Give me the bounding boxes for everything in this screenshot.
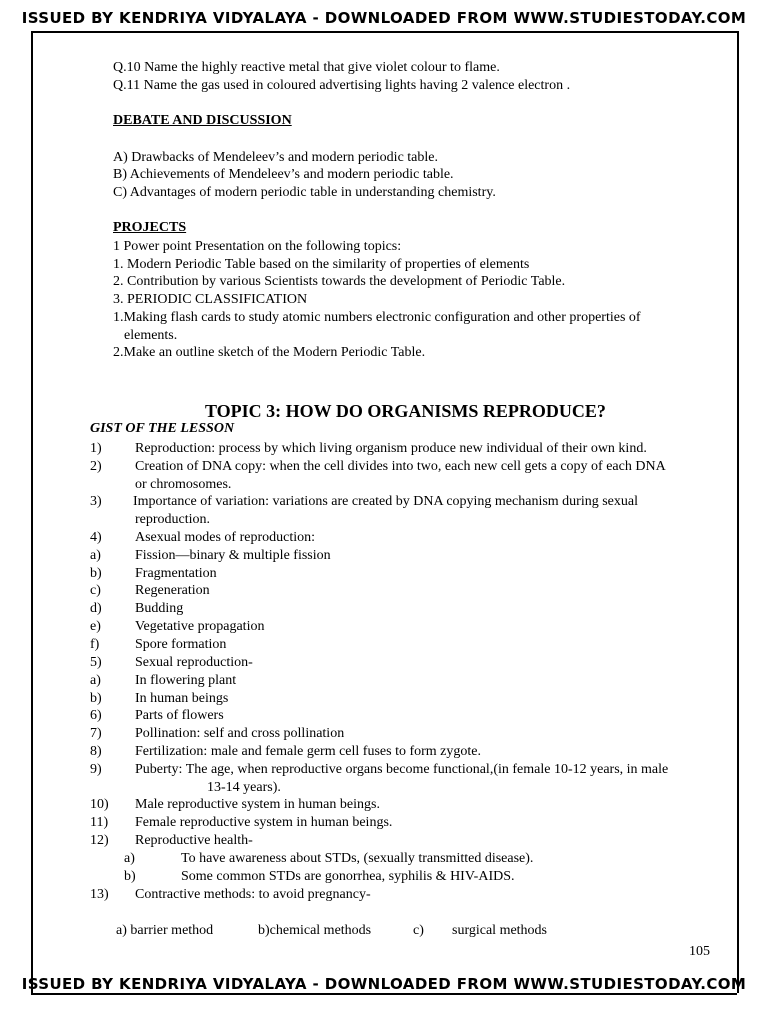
gist-text: Reproductive health- [135, 833, 253, 848]
gist-text: To have awareness about STDs, (sexually transmitted disease). [181, 851, 534, 866]
gist-number: b) [90, 566, 102, 581]
gist-text: Budding [135, 601, 184, 616]
question-10: Q.10 Name the highly reactive metal that give violet colour to flame. [113, 60, 500, 75]
gist-text: Parts of flowers [135, 708, 224, 723]
gist-text: Puberty: The age, when reproductive organs become functional,(in female 10-12 years, in male [135, 762, 669, 777]
method-surgical-label: c) [413, 923, 424, 938]
gist-number: 2) [90, 459, 102, 474]
gist-text: Pollination: self and cross pollination [135, 726, 345, 741]
topic-title: TOPIC 3: HOW DO ORGANISMS REPRODUCE? [205, 401, 606, 421]
gist-text: Spore formation [135, 637, 227, 652]
gist-text: Regeneration [135, 583, 210, 598]
gist-text: In flowering plant [135, 673, 237, 688]
debate-item-b: B) Achievements of Mendeleev’s and modern periodic table. [113, 167, 454, 182]
method-chemical: b)chemical methods [258, 923, 372, 938]
gist-text: Asexual modes of reproduction: [135, 530, 316, 545]
gist-text: Some common STDs are gonorrhea, syphilis & HIV-AIDS. [181, 869, 515, 884]
debate-heading: DEBATE AND DISCUSSION [113, 113, 292, 128]
bottom-banner: ISSUED BY KENDRIYA VIDYALAYA - DOWNLOADED FROM WWW.STUDIESTODAY.COM [21, 975, 747, 993]
gist-text: Vegetative propagation [135, 619, 265, 634]
gist-text: Male reproductive system in human beings. [135, 797, 380, 812]
question-11: Q.11 Name the gas used in coloured advertising lights having 2 valence electron . [113, 78, 571, 93]
gist-number: 12) [90, 833, 109, 848]
gist-text: Female reproductive system in human beings. [135, 815, 393, 830]
gist-text: Importance of variation: variations are created by DNA copying mechanism during sexual [133, 494, 638, 509]
gist-number: 7) [90, 726, 102, 741]
projects-line: 1 Power point Presentation on the following topics: [113, 239, 402, 254]
gist-text: Fragmentation [135, 566, 217, 581]
bottom-rule [31, 993, 737, 995]
gist-number: 9) [90, 762, 102, 777]
projects-line: elements. [124, 328, 178, 343]
projects-line: 1. Modern Periodic Table based on the similarity of properties of elements [113, 257, 530, 272]
debate-item-a: A) Drawbacks of Mendeleev’s and modern periodic table. [113, 150, 438, 165]
debate-item-c: C) Advantages of modern periodic table in understanding chemistry. [113, 185, 496, 200]
gist-text: Creation of DNA copy: when the cell divides into two, each new cell gets a copy of each DNA [135, 459, 666, 474]
gist-number: b) [90, 691, 102, 706]
gist-text: Fertilization: male and female germ cell fuses to form zygote. [135, 744, 481, 759]
projects-line: 2. Contribution by various Scientists towards the development of Periodic Table. [113, 274, 566, 289]
projects-line: 2.Make an outline sketch of the Modern Periodic Table. [113, 345, 426, 360]
gist-number: a) [90, 548, 101, 563]
gist-number: d) [90, 601, 102, 616]
projects-heading: PROJECTS [113, 220, 187, 235]
method-surgical: surgical methods [452, 923, 548, 938]
gist-text: reproduction. [135, 512, 211, 527]
gist-number: 13) [90, 887, 109, 902]
gist-number: c) [90, 583, 101, 598]
gist-number: a) [124, 851, 135, 866]
gist-text: Contractive methods: to avoid pregnancy- [135, 887, 371, 902]
gist-text: 13-14 years). [207, 780, 281, 795]
gist-text: Reproduction: process by which living organism produce new individual of their own kind. [135, 441, 647, 456]
gist-number: 8) [90, 744, 102, 759]
gist-number: f) [90, 637, 100, 652]
gist-text: Sexual reproduction- [135, 655, 253, 670]
gist-number: 5) [90, 655, 102, 670]
top-banner: ISSUED BY KENDRIYA VIDYALAYA - DOWNLOADED FROM WWW.STUDIESTODAY.COM [21, 9, 747, 27]
gist-number: 1) [90, 441, 102, 456]
gist-text: Fission—binary & multiple fission [135, 548, 331, 563]
gist-text: or chromosomes. [135, 477, 232, 492]
gist-number: 3) [90, 494, 102, 509]
projects-line: 3. PERIODIC CLASSIFICATION [113, 292, 308, 307]
gist-heading: GIST OF THE LESSON [90, 421, 235, 436]
method-barrier: a) barrier method [116, 923, 214, 938]
page-number: 105 [689, 944, 710, 959]
gist-number: 10) [90, 797, 109, 812]
gist-text: In human beings [135, 691, 229, 706]
gist-number: 11) [90, 815, 109, 830]
gist-number: e) [90, 619, 101, 634]
gist-number: 4) [90, 530, 102, 545]
gist-number: b) [124, 869, 136, 884]
gist-number: 6) [90, 708, 102, 723]
gist-number: a) [90, 673, 101, 688]
projects-line: 1.Making flash cards to study atomic numbers electronic configuration and other properties of [113, 310, 641, 325]
